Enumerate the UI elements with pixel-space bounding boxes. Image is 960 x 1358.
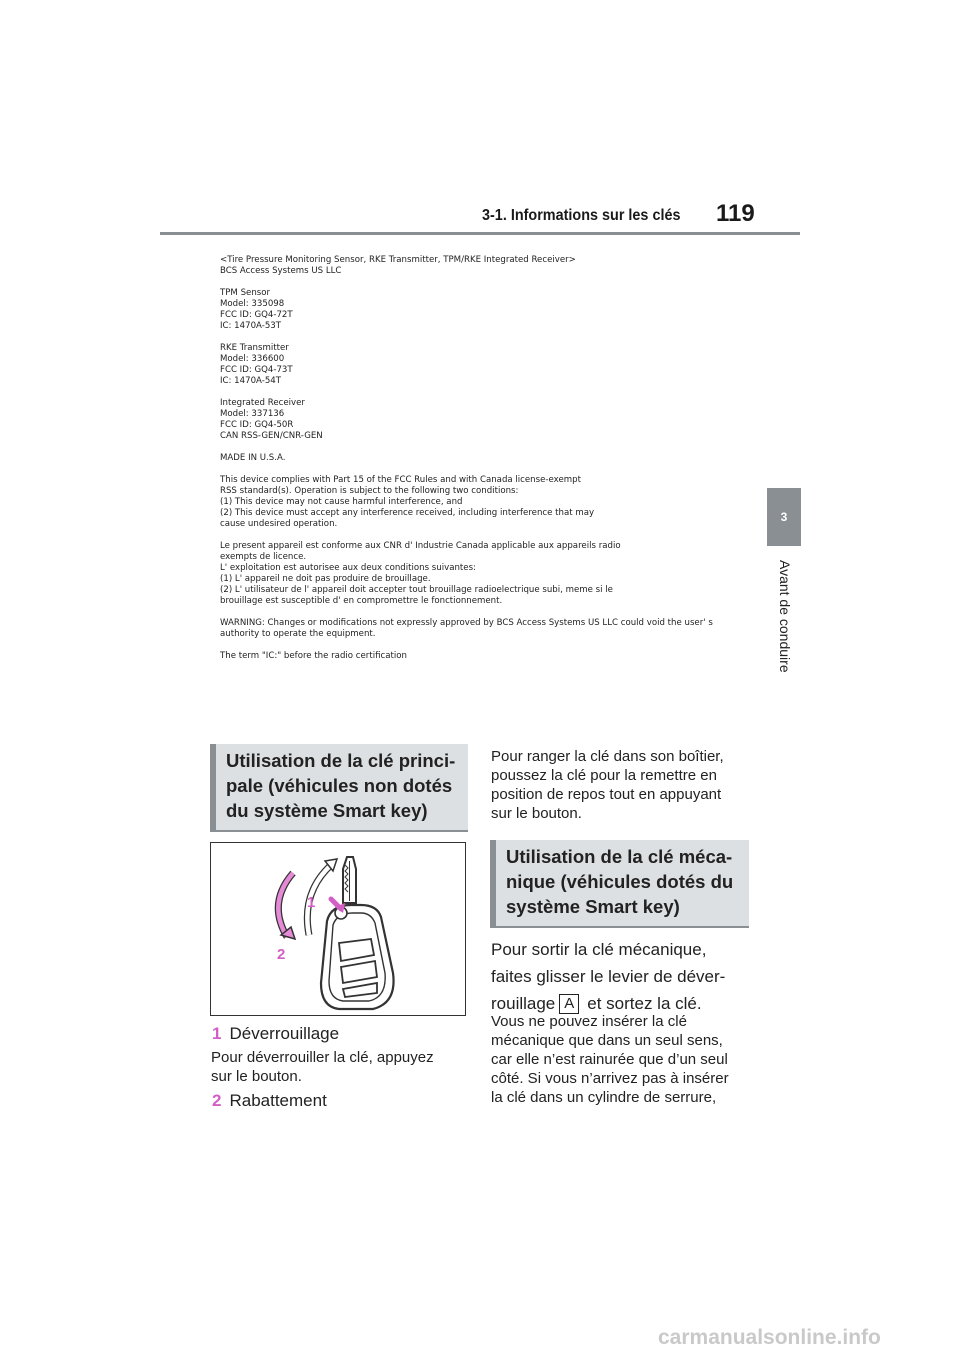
fcc-paragraph <box>220 651 740 662</box>
fcc-notice <box>220 255 740 673</box>
heading-line: système Smart key) <box>506 896 680 917</box>
fcc-paragraph <box>220 453 740 464</box>
fcc-line: FCC ID: GQ4-73T <box>220 365 293 375</box>
fcc-line: Integrated Receiver <box>220 398 305 408</box>
text-line: sur le bouton. <box>211 1068 302 1085</box>
figure-label-1: 1 <box>307 894 316 911</box>
mechanical-key-instructions <box>491 938 753 1019</box>
figure-label-2: 2 <box>277 946 286 963</box>
fcc-line: This device complies with Part 15 of the FCC Rules and with Canada license-exempt <box>220 475 581 485</box>
fcc-line: FCC ID: GQ4-72T <box>220 310 293 320</box>
step-label: Rabattement <box>229 1091 327 1110</box>
fcc-line: The term "IC:" before the radio certification <box>220 651 407 661</box>
stow-key-paragraph <box>491 747 753 823</box>
step-number: 2 <box>212 1091 222 1110</box>
fcc-line: IC: 1470A-54T <box>220 376 282 386</box>
fcc-line: (1) L' appareil ne doit pas produire de brouillage. <box>220 574 431 584</box>
text-line: position de repos tout en appuyant <box>491 786 722 803</box>
fcc-line: Model: 336600 <box>220 354 285 364</box>
fcc-line: MADE IN U.S.A. <box>220 453 286 463</box>
heading-line: Utilisation de la clé princi- <box>226 750 456 771</box>
text-line: Pour ranger la clé dans son boîtier, <box>491 748 724 765</box>
fcc-line: WARNING: Changes or modifications not expressly approved by BCS Access Systems US LLC could void the user' s <box>220 618 713 628</box>
fcc-line: TPM Sensor <box>220 288 271 298</box>
heading-line: pale (véhicules non dotés <box>226 775 453 796</box>
text-line: sur le bouton. <box>491 805 582 822</box>
callout-a-label: A <box>559 994 579 1014</box>
step-1-description <box>211 1048 471 1086</box>
fcc-line: Model: 335098 <box>220 299 285 309</box>
fcc-line: cause undesired operation. <box>220 519 338 529</box>
section-title: 3-1. Informations sur les clés <box>482 207 681 224</box>
step-2 <box>212 1089 327 1113</box>
fcc-line: authority to operate the equipment. <box>220 629 376 639</box>
chapter-tab <box>767 488 801 546</box>
folding-key-svg <box>211 843 465 1015</box>
fcc-line: RSS standard(s). Operation is subject to the following two conditions: <box>220 486 519 496</box>
chapter-label-vertical <box>765 560 805 700</box>
heading-line: nique (véhicules dotés du <box>506 871 734 892</box>
fcc-line: L' exploitation est autorisee aux deux conditions suivantes: <box>220 563 476 573</box>
fcc-line: (2) L' utilisateur de l' appareil doit accepter tout brouillage radioelectrique subi, meme si le <box>220 585 613 595</box>
chapter-number: 3 <box>780 510 788 524</box>
text-line: car elle n’est rainurée que d’un seul <box>491 1051 728 1068</box>
fcc-paragraph <box>220 288 740 332</box>
fcc-paragraph <box>220 475 740 530</box>
section-heading-main-key <box>210 744 468 830</box>
heading-underline <box>490 926 749 928</box>
text-line: poussez la clé pour la remettre en <box>491 767 717 784</box>
fcc-line: <Tire Pressure Monitoring Sensor, RKE Transmitter, TPM/RKE Integrated Receiver> <box>220 255 576 265</box>
fcc-line: RKE Transmitter <box>220 343 289 353</box>
heading-line: du système Smart key) <box>226 800 428 821</box>
fcc-paragraph <box>220 343 740 387</box>
heading-underline <box>210 830 468 832</box>
insertion-note-paragraph <box>491 1012 753 1107</box>
text-line: mécanique que dans un seul sens, <box>491 1032 723 1049</box>
text-line: Vous ne pouvez insérer la clé <box>491 1013 687 1030</box>
fcc-line: brouillage est susceptible d' en compromettre le fonctionnement. <box>220 596 503 606</box>
header-rule <box>160 232 800 235</box>
text-line: Pour sortir la clé mécanique, <box>491 940 707 959</box>
fcc-paragraph <box>220 255 740 277</box>
step-label: Déverrouillage <box>229 1024 340 1043</box>
fcc-line: FCC ID: GQ4-50R <box>220 420 294 430</box>
text-fragment: rouillage <box>491 994 556 1013</box>
heading-line: Utilisation de la clé méca- <box>506 846 733 867</box>
fcc-line: exempts de licence. <box>220 552 307 562</box>
fcc-line: (1) This device may not cause harmful interference, and <box>220 497 463 507</box>
fcc-line: Le present appareil est conforme aux CNR d' Industrie Canada applicable aux appareils radio <box>220 541 621 551</box>
fcc-line: BCS Access Systems US LLC <box>220 266 342 276</box>
step-1 <box>212 1022 339 1046</box>
text-fragment: et sortez la clé. <box>587 994 702 1013</box>
fcc-line: (2) This device must accept any interference received, including interference that may <box>220 508 595 518</box>
text-line: côté. Si vous n’arrivez pas à insérer <box>491 1070 729 1087</box>
fcc-line: CAN RSS-GEN/CNR-GEN <box>220 431 323 441</box>
section-heading-mechanical-key <box>490 840 749 926</box>
fcc-paragraph <box>220 398 740 442</box>
fcc-line: Model: 337136 <box>220 409 285 419</box>
fcc-paragraph <box>220 541 740 607</box>
text-line: faites glisser le levier de déver- <box>491 967 726 986</box>
key-illustration <box>210 842 466 1016</box>
fcc-line: IC: 1470A-53T <box>220 321 282 331</box>
text-line: Pour déverrouiller la clé, appuyez <box>211 1049 434 1066</box>
text-line: la clé dans un cylindre de serrure, <box>491 1089 717 1106</box>
page-number: 119 <box>716 200 755 227</box>
watermark: carmanualsonline.info <box>658 1326 881 1349</box>
step-number: 1 <box>212 1024 222 1043</box>
fcc-paragraph <box>220 618 740 640</box>
chapter-label: Avant de conduire <box>777 560 793 673</box>
